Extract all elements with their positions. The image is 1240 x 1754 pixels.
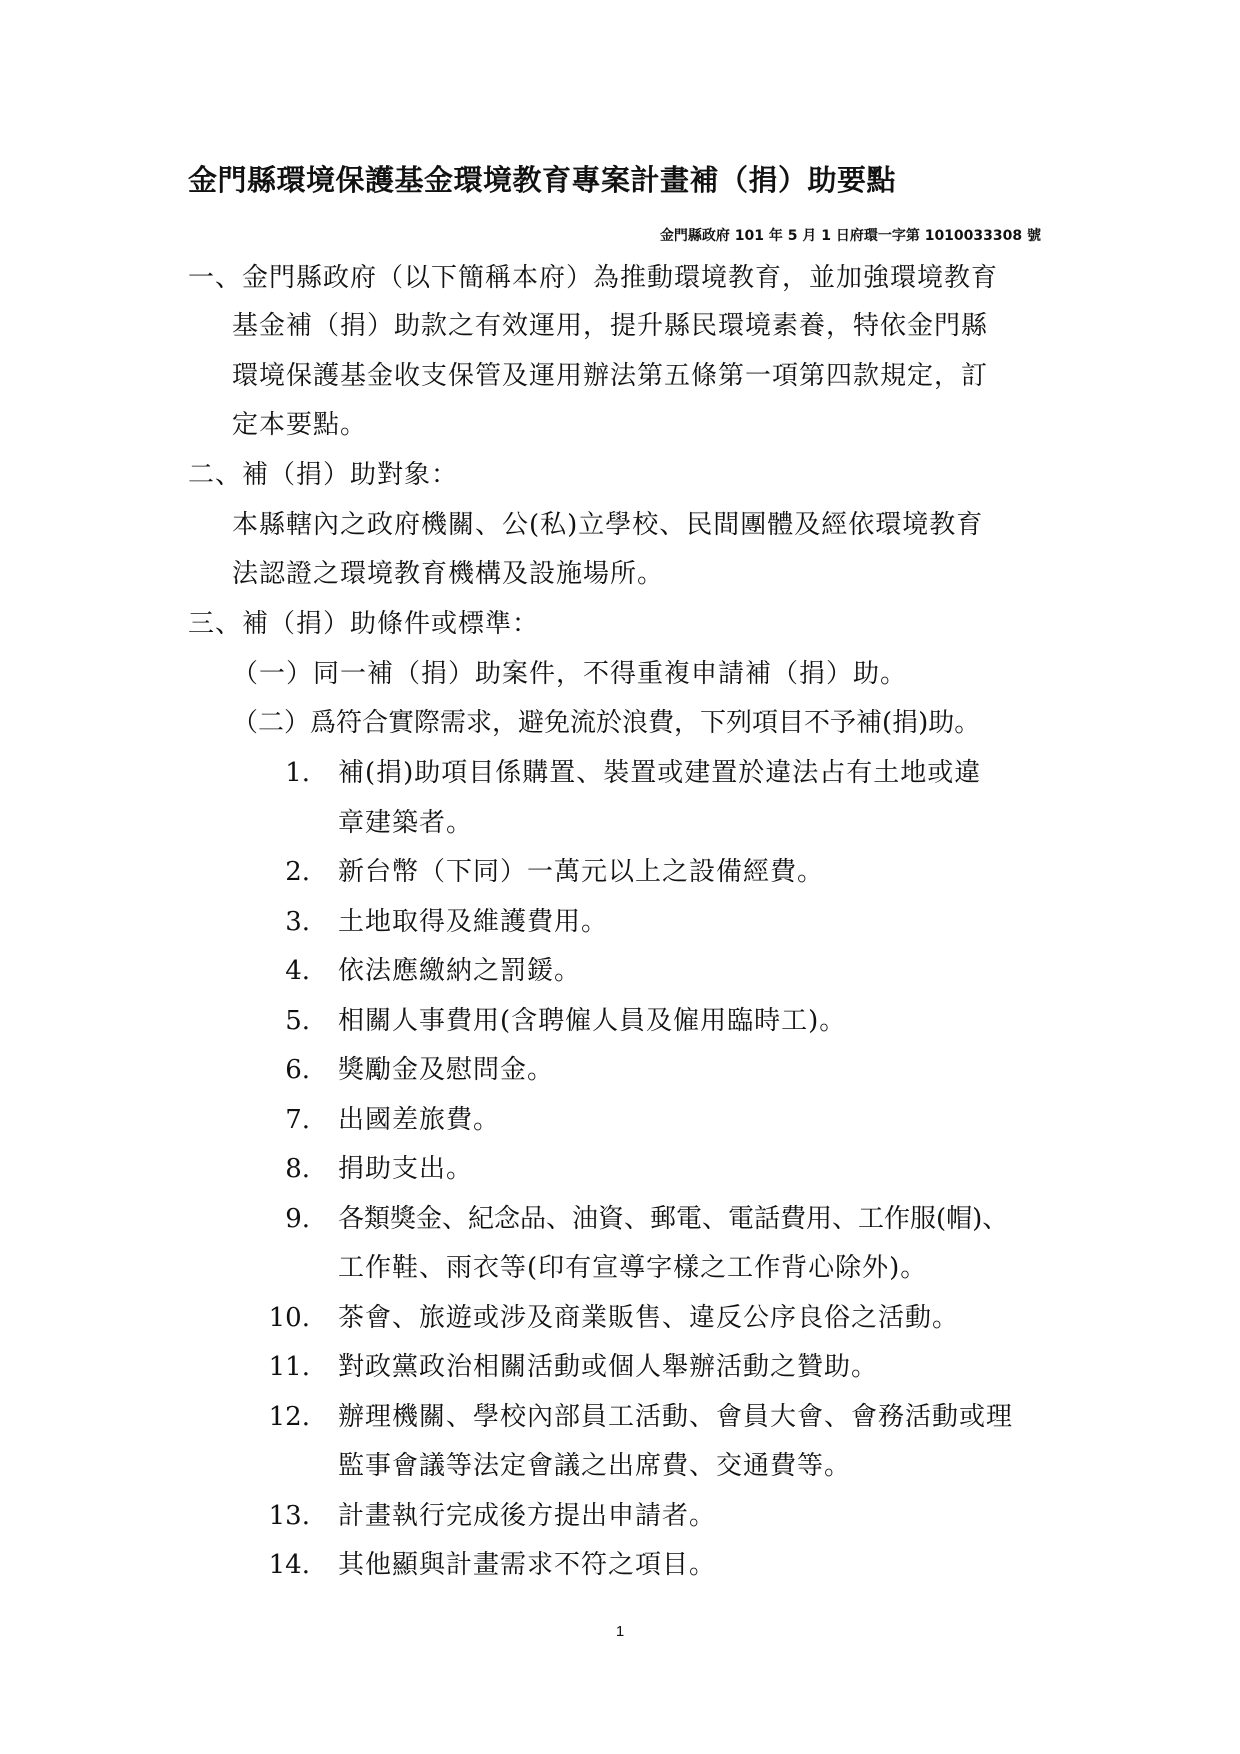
item-text: 茶會、旅遊或涉及商業販售、違反公序良俗之活動。 xyxy=(338,1303,960,1333)
item-number: 2. xyxy=(285,857,310,887)
page-number: 1 xyxy=(615,1623,625,1640)
item-text: 捐助支出。 xyxy=(338,1154,474,1184)
item-text: 獎勵金及慰問金。 xyxy=(338,1055,555,1085)
section-2-line: 本縣轄內之政府機關、公(私)立學校、民間團體及經依環境教育 xyxy=(232,510,984,540)
item-text: 各類獎金、紀念品、油資、郵電、電話費用、工作服(帽)、 xyxy=(338,1204,1009,1234)
item-text: 補(捐)助項目係購置、裝置或建置於違法占有土地或違 xyxy=(338,758,982,788)
section-1-line: 基金補（捐）助款之有效運用，提升縣民環境素養，特依金門縣 xyxy=(232,311,989,341)
item-number: 8. xyxy=(285,1154,310,1184)
item-text: 計畫執行完成後方提出申請者。 xyxy=(338,1501,717,1531)
section-3-sub-1: （一）同一補（捐）助案件，不得重複申請補（捐）助。 xyxy=(232,659,908,689)
section-1-line: 環境保護基金收支保管及運用辦法第五條第一項第四款規定，訂 xyxy=(232,361,989,391)
item-text: 工作鞋、雨衣等(印有宣導字樣之工作背心除外)。 xyxy=(338,1253,928,1283)
item-text: 監事會議等法定會議之出席費、交通費等。 xyxy=(338,1451,852,1481)
item-text: 對政黨政治相關活動或個人舉辦活動之贊助。 xyxy=(338,1352,879,1382)
document-reference: 金門縣政府 101 年 5 月 1 日府環一字第 1010033308 號 xyxy=(659,228,1041,244)
item-text: 其他顯與計畫需求不符之項目。 xyxy=(338,1550,717,1580)
item-number: 1. xyxy=(285,758,310,788)
item-text: 相關人事費用(含聘僱人員及僱用臨時工)。 xyxy=(338,1006,847,1036)
item-text: 依法應繳納之罰鍰。 xyxy=(338,956,582,986)
item-number: 4. xyxy=(285,956,310,986)
item-text: 辦理機關、學校內部員工活動、會員大會、會務活動或理 xyxy=(338,1402,1014,1432)
document-title: 金門縣環境保護基金環境教育專案計畫補（捐）助要點 xyxy=(188,163,897,197)
item-number: 13. xyxy=(268,1501,310,1531)
section-1-line: 定本要點。 xyxy=(232,410,368,440)
item-text: 新台幣（下同）一萬元以上之設備經費。 xyxy=(338,857,825,887)
section-2-heading: 二、補（捐）助對象： xyxy=(188,460,459,490)
item-text: 章建築者。 xyxy=(338,808,474,838)
section-2-line: 法認證之環境教育機構及設施場所。 xyxy=(232,559,665,589)
item-text: 土地取得及維護費用。 xyxy=(338,907,609,937)
item-number: 11. xyxy=(268,1352,310,1382)
item-text: 出國差旅費。 xyxy=(338,1105,501,1135)
item-number: 9. xyxy=(285,1204,310,1234)
item-number: 10. xyxy=(268,1303,310,1333)
section-3-sub-2: （二）爲符合實際需求，避免流於浪費，下列項目不予補(捐)助。 xyxy=(232,708,981,738)
item-number: 7. xyxy=(285,1105,310,1135)
item-number: 6. xyxy=(285,1055,310,1085)
item-number: 3. xyxy=(285,907,310,937)
section-1-line: 一、金門縣政府（以下簡稱本府）為推動環境教育，並加強環境教育 xyxy=(188,263,999,293)
item-number: 12. xyxy=(268,1402,310,1432)
section-3-heading: 三、補（捐）助條件或標準： xyxy=(188,609,540,639)
item-number: 5. xyxy=(285,1006,310,1036)
item-number: 14. xyxy=(268,1550,310,1580)
